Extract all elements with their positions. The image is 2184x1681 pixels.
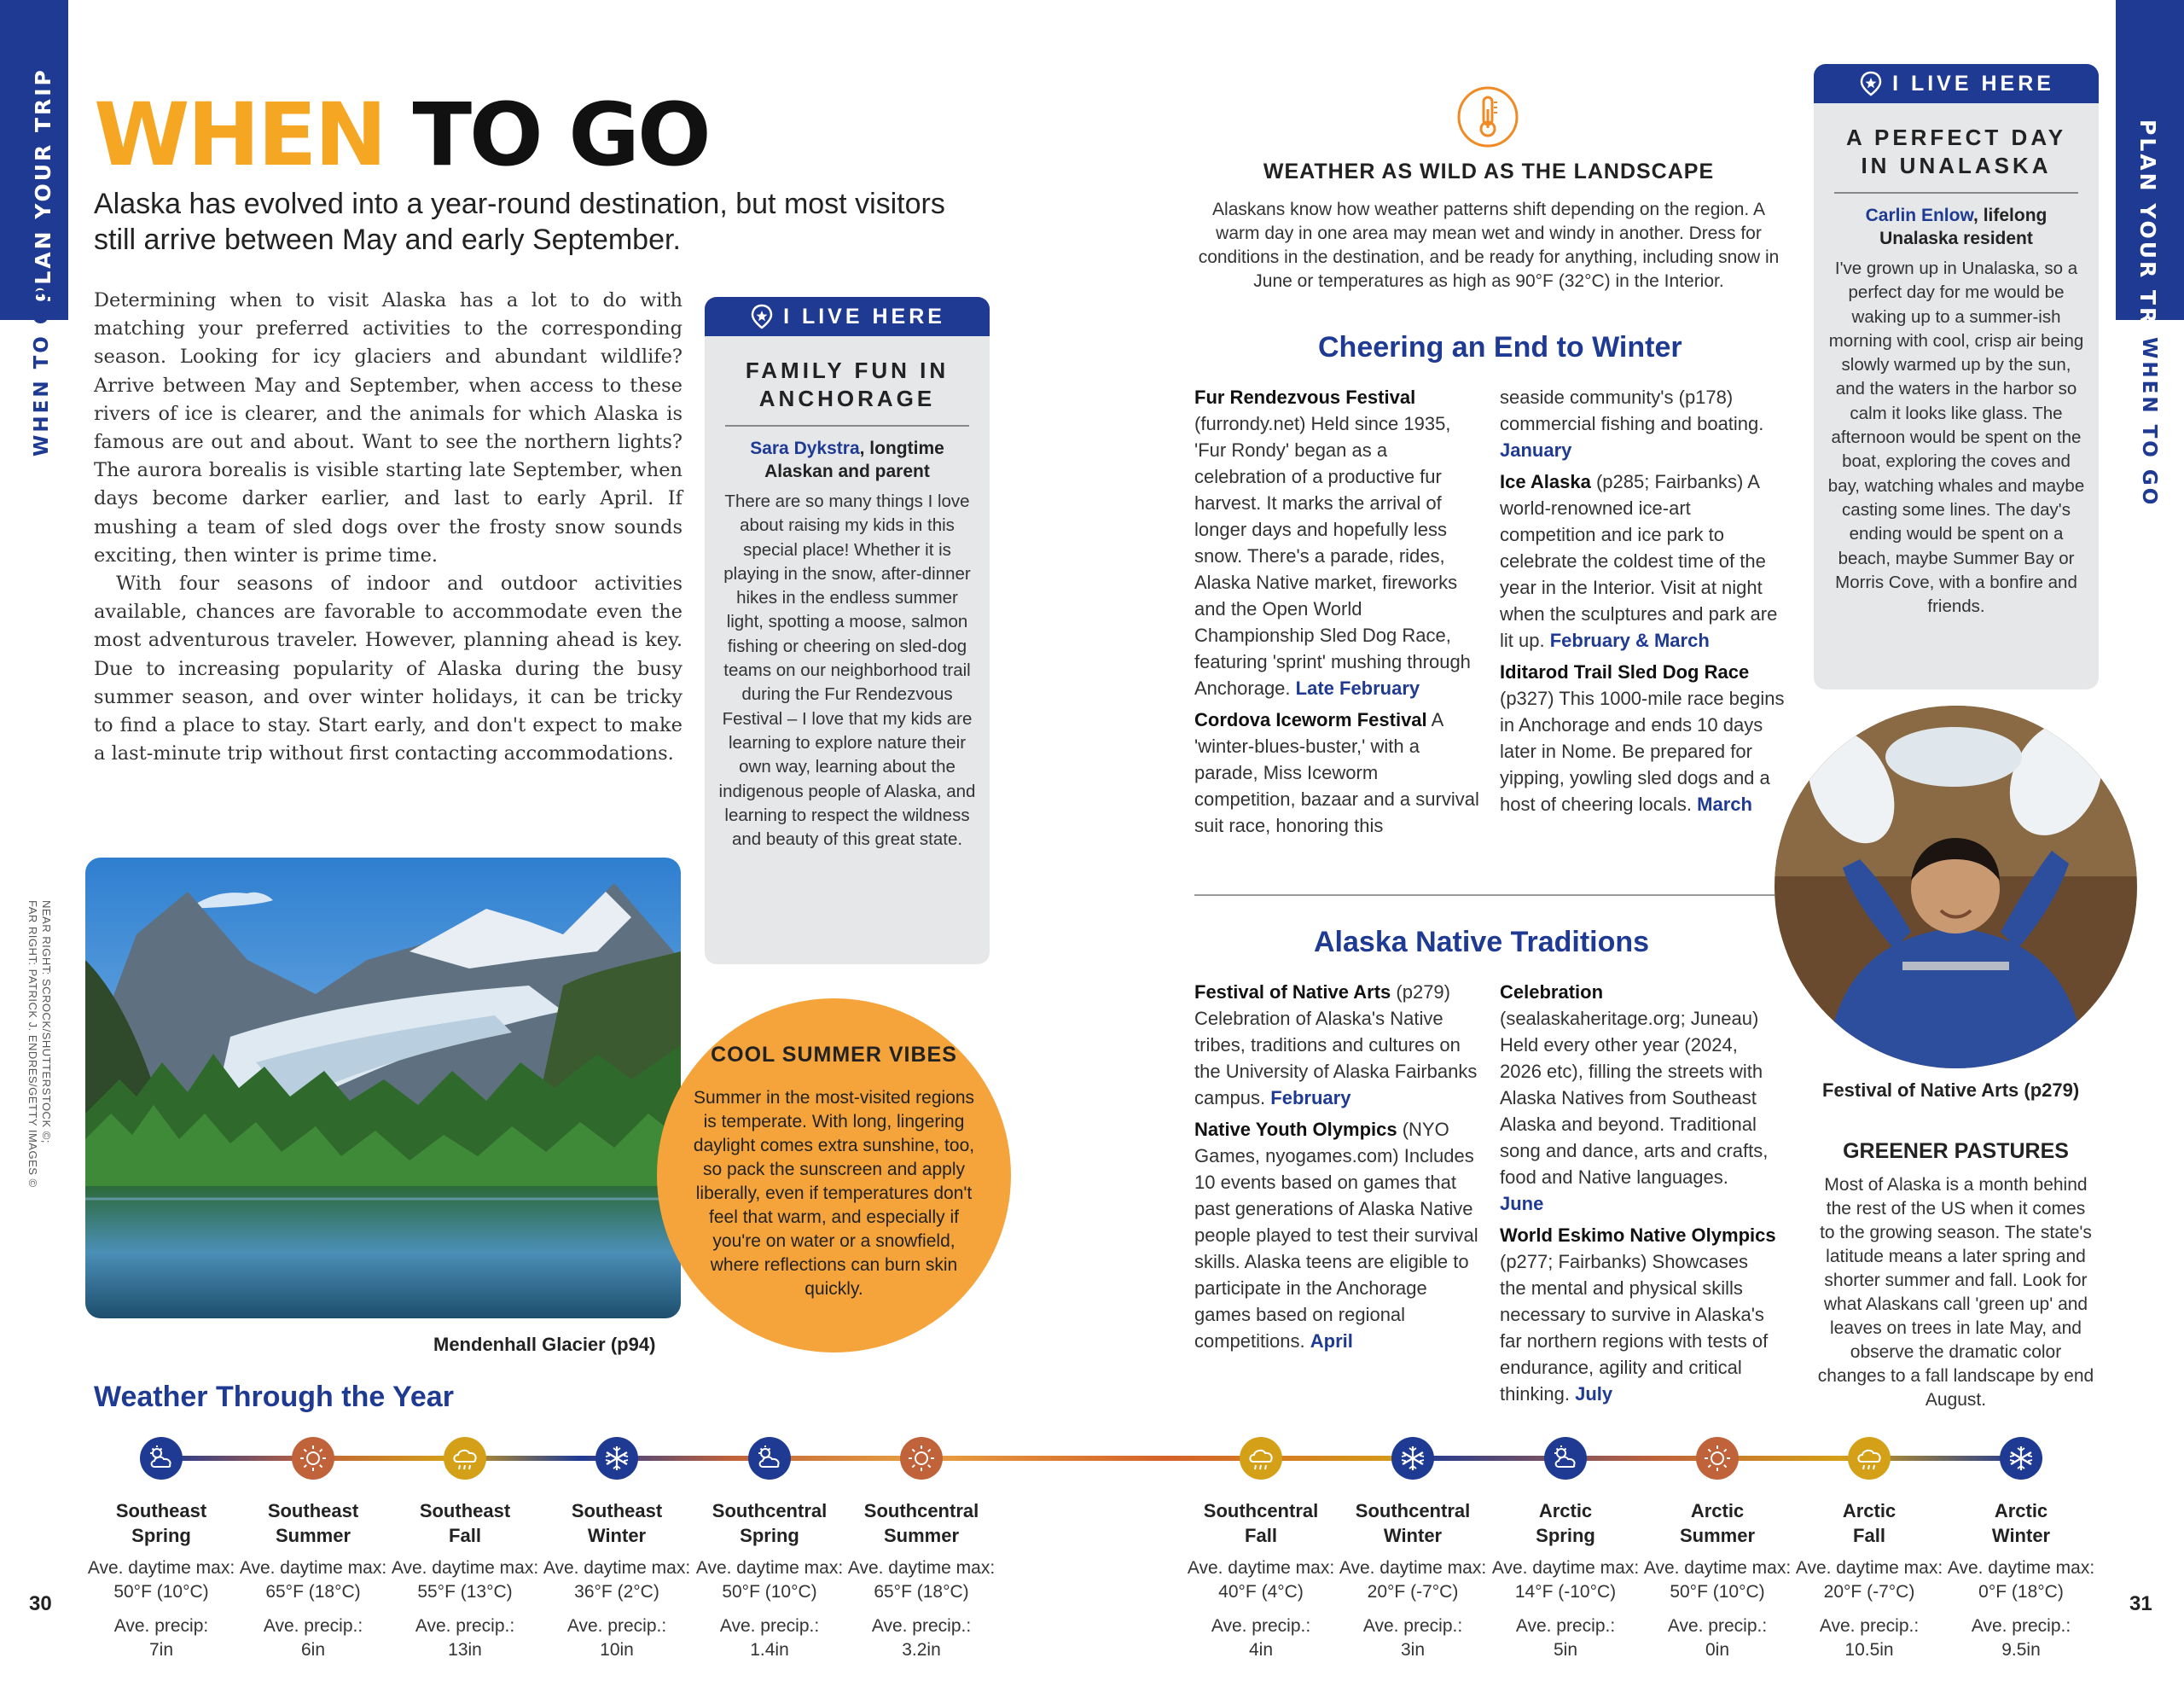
season-temperature: Ave. daytime max: 50°F (10°C)	[1643, 1558, 1792, 1602]
native-arts-caption: Festival of Native Arts (p279)	[1822, 1079, 2080, 1101]
season-item	[1641, 1437, 1794, 1662]
season-item	[693, 1437, 846, 1662]
event-item: Iditarod Trail Sled Dog Race (p327) This 1000-mile race begins in Anchorage and ends 10 days later in Nome. Be prepared for yipping, yowling sled dogs and a host of cheering locals. March	[1500, 661, 1785, 815]
sun-icon	[900, 1437, 943, 1480]
event-item: Festival of Native Arts (p279) Celebration of Alaska's Native tribes, traditions and cultures on the University of Alaska Fairbanks campus. February	[1194, 981, 1478, 1108]
live-here-box-anchorage	[705, 297, 990, 964]
season-name: Southcentral Summer	[863, 1500, 979, 1546]
chapter-label: WHEN TO GO	[2138, 337, 2160, 508]
intro-text	[94, 287, 682, 768]
season-name: Arctic Summer	[1679, 1500, 1756, 1546]
live-here-title: FAMILY FUN IN ANCHORAGE	[725, 336, 969, 427]
snowflake-icon	[2000, 1437, 2042, 1480]
season-precipitation: Ave. precip.: 0in	[1667, 1616, 1768, 1660]
season-precipitation: Ave. precip.: 9.5in	[1971, 1616, 2071, 1660]
season-name: Southcentral Fall	[1203, 1500, 1319, 1546]
native-column-1	[1194, 979, 1480, 1359]
season-item	[84, 1437, 238, 1662]
live-here-title: A PERFECT DAY IN UNALASKA	[1834, 103, 2078, 194]
section-label: PLAN YOUR TRIP	[31, 67, 55, 303]
season-item	[1792, 1437, 1946, 1662]
snowflake-icon	[595, 1437, 638, 1480]
rain-cloud-icon	[444, 1437, 486, 1480]
rain-cloud-icon	[1240, 1437, 1282, 1480]
callout-body: Summer in the most-visited regions is temperate. With long, lingering daylight comes extra sunshine, too, so pack the sunscreen and apply liberally, even if temperatures don't feel that warm, and especially if you're on water or a snowfield, where reflections can burn skin quickly.	[693, 1088, 975, 1299]
season-temperature: Ave. daytime max: 50°F (10°C)	[695, 1558, 844, 1602]
location-pin-icon	[749, 304, 775, 329]
weather-year-title: Weather Through the Year	[94, 1381, 454, 1413]
sun-icon	[292, 1437, 334, 1480]
live-here-person: Sara Dykstra, longtime Alaskan and parent	[750, 439, 944, 481]
season-item	[388, 1437, 542, 1662]
season-precipitation: Ave. precip.: 5in	[1515, 1616, 1616, 1660]
season-temperature: Ave. daytime max: 36°F (2°C)	[543, 1558, 691, 1602]
live-here-badge: I LIVE HERE	[1814, 64, 2099, 103]
sun-icon	[1696, 1437, 1739, 1480]
season-item	[1184, 1437, 1338, 1662]
season-temperature: Ave. daytime max: 14°F (-10°C)	[1491, 1558, 1640, 1602]
callout-title: COOL SUMMER VIBES	[711, 1043, 957, 1067]
page-subtitle: Alaska has evolved into a year-round destination, but most visitors still arrive between May and early September.	[94, 188, 945, 256]
cheering-section-title: Cheering an End to Winter	[1318, 331, 1682, 364]
section-label: PLAN YOUR TRIP	[2135, 119, 2160, 355]
partly-cloudy-icon	[1544, 1437, 1587, 1480]
season-temperature: Ave. daytime max: 65°F (18°C)	[847, 1558, 996, 1602]
season-item	[845, 1437, 998, 1662]
intro-paragraph: With four seasons of indoor and outdoor activities available, chances are favorable to accommodate even the most adventurous traveler. However, planning ahead is key. Due to increasing popularity of Alaska during the busy summer season, and over winter holidays, it can be tricky to find a place to stay. Start early, and don't expect to make a last-minute trip without first contacting accommodations.	[94, 573, 682, 765]
season-temperature: Ave. daytime max: 55°F (13°C)	[391, 1558, 539, 1602]
live-here-quote: I've grown up in Unalaska, so a perfect day for me would be waking up to a summer-ish morning with cool, crisp air being slowly warmed up by the sun, and the waters in the harbor so calm it looks like glass. The afternoon would be spent on the boat, exploring the coves and bay, watching whales and maybe casting some lines. The day's ending would be spent on a beach, maybe Summer Bay or Morris Cove, with a bonfire and friends.	[1827, 259, 2085, 617]
native-arts-photo	[1774, 706, 2137, 1068]
weather-box-title: WEATHER AS WILD AS THE LANDSCAPE	[1263, 160, 1715, 183]
season-precipitation: Ave. precip.: 3in	[1362, 1616, 1463, 1660]
live-here-box-unalaska	[1814, 64, 2099, 689]
season-item	[1944, 1437, 2098, 1662]
thermometer-icon	[1456, 85, 1519, 148]
greener-body: Most of Alaska is a month behind the rest of the US when it comes to the growing season. The state's latitude means a later spring and shorter summer and fall. Look for what Alaskans call 'green up' and leaves on trees in late May, and observe the dramatic color changes to a fall landscape by end August.	[1817, 1175, 2094, 1410]
cool-summer-callout	[657, 998, 1011, 1352]
glacier-photo	[85, 858, 681, 1318]
cheering-column-1	[1194, 384, 1480, 844]
greener-title: GREENER PASTURES	[1843, 1139, 2069, 1163]
event-item: Celebration (sealaskaheritage.org; Juneau) Held every other year (2024, 2026 etc), filling the streets with Alaska Natives from Southeast Alaska and beyond. Traditional song and dance, arts and crafts, food and Native languages. June	[1500, 981, 1769, 1214]
season-precipitation: Ave. precip.: 13in	[415, 1616, 515, 1660]
season-precipitation: Ave. precip.: 10.5in	[1819, 1616, 1920, 1660]
title-rest: TO GO	[412, 84, 709, 186]
season-item	[540, 1437, 694, 1662]
season-name: Southcentral Spring	[712, 1500, 828, 1546]
event-item: Fur Rendezvous Festival (furrondy.net) Held since 1935, 'Fur Rondy' began as a celebration of a productive fur harvest. It marks the arrival of longer days and hopefully less snow. There's a parade, rides, Alaska Native market, fireworks and the Open World Championship Sled Dog Race, featuring 'sprint' mushing through Anchorage. Late February	[1194, 387, 1471, 699]
partly-cloudy-icon	[140, 1437, 183, 1480]
event-item: Cordova Iceworm Festival A 'winter-blues-buster,' with a parade, Miss Iceworm competition, bazaar and a survival suit race, honoring this	[1194, 709, 1479, 836]
season-item	[1336, 1437, 1490, 1662]
partly-cloudy-icon	[748, 1437, 791, 1480]
native-column-2	[1500, 979, 1777, 1412]
season-precipitation: Ave. precip.: 10in	[566, 1616, 667, 1660]
season-temperature: Ave. daytime max: 20°F (-7°C)	[1339, 1558, 1487, 1602]
season-name: Southcentral Winter	[1355, 1500, 1471, 1546]
season-temperature: Ave. daytime max: 20°F (-7°C)	[1795, 1558, 1943, 1602]
season-precipitation: Ave. precip: 7in	[113, 1616, 209, 1660]
rain-cloud-icon	[1848, 1437, 1891, 1480]
glacier-caption: Mendenhall Glacier (p94)	[433, 1334, 656, 1355]
page-number-right: 31	[2129, 1592, 2152, 1615]
section-divider	[1194, 894, 1774, 896]
season-name: Southeast Winter	[571, 1500, 663, 1546]
event-item: seaside community's (p178) commercial fishing and boating. January	[1500, 387, 1764, 461]
native-section-title: Alaska Native Traditions	[1314, 926, 1650, 958]
event-item: Native Youth Olympics (NYO Games, nyogames.com) Includes 10 events based on games that past generations of Alaska Native people played to test their survival skills. Alaska teens are eligible to participate in the Anchorage games based on regional competitions. April	[1194, 1119, 1478, 1352]
season-name: Southeast Fall	[419, 1500, 511, 1546]
title-highlight: WHEN	[94, 84, 385, 186]
left-side-strip	[0, 0, 68, 1681]
snowflake-icon	[1391, 1437, 1434, 1480]
season-name: Southeast Summer	[267, 1500, 359, 1546]
season-precipitation: Ave. precip.: 3.2in	[871, 1616, 972, 1660]
season-temperature: Ave. daytime max: 50°F (10°C)	[87, 1558, 235, 1602]
season-temperature: Ave. daytime max: 40°F (4°C)	[1187, 1558, 1335, 1602]
live-here-badge: I LIVE HERE	[705, 297, 990, 336]
weather-box-body: Alaskans know how weather patterns shift depending on the region. A warm day in one area may mean wet and windy in another. Dress for conditions in the destination, and be ready for anything, including snow in June or temperatures as high as 90°F (32°C) in the Interior.	[1198, 200, 1780, 291]
event-item: World Eskimo Native Olympics (p277; Fairbanks) Showcases the mental and physical skills necessary to survive in Alaska's far northern regions with tests of endurance, agility and critical thinking. July	[1500, 1224, 1776, 1405]
event-item: Ice Alaska (p285; Fairbanks) A world-renowned ice-art competition and ice park to celebrate the coldest time of the year in the Interior. Visit at night when the sculptures and park are lit up. February & March	[1500, 471, 1778, 651]
live-here-quote: There are so many things I love about raising my kids in this special place! Whether it is playing in the snow, after-dinner hikes in the endless summer light, spotting a moose, salmon fishing or cheering on sled-dog teams on our neighborhood trail during the Fur Rendezvous Festival – I love that my kids are learning to explore nature their own way, learning about the indigenous people of Alaska, and learning to respect the wildness and beauty of this great state.	[718, 492, 976, 850]
season-precipitation: Ave. precip.: 1.4in	[719, 1616, 820, 1660]
season-name: Southeast Spring	[115, 1500, 207, 1546]
season-temperature: Ave. daytime max: 65°F (18°C)	[239, 1558, 387, 1602]
page-title	[94, 84, 709, 186]
intro-paragraph: Determining when to visit Alaska has a lot to do with matching your preferred activities to the corresponding season. Looking for icy glaciers and abundant wildlife? Arrive between May and September, when access to these rivers of ice is clearer, and the animals for which Alaska is famous are out and about. Want to see the northern lights? The aurora borealis is visible starting late September, when days become darker earlier, and last to early April. If mushing a team of sled dogs over the frosty snow sounds exciting, then winter is prime time.	[94, 289, 682, 567]
season-item	[1489, 1437, 1642, 1662]
season-name: Arctic Fall	[1842, 1500, 1896, 1546]
chapter-label: WHEN TO GO	[31, 286, 53, 457]
season-name: Arctic Spring	[1536, 1500, 1595, 1546]
season-name: Arctic Winter	[1991, 1500, 2051, 1546]
season-precipitation: Ave. precip.: 6in	[263, 1616, 363, 1660]
location-pin-icon	[1858, 71, 1884, 96]
season-precipitation: Ave. precip.: 4in	[1211, 1616, 1311, 1660]
page-number-left: 30	[29, 1592, 52, 1615]
season-temperature: Ave. daytime max: 0°F (18°C)	[1947, 1558, 2095, 1602]
live-here-person: Carlin Enlow, lifelong Unalaska resident	[1865, 206, 2048, 248]
photo-credit: NEAR RIGHT: SCROCK/SHUTTERSTOCK ©; FAR RIGHT: PATRICK J. ENDRES/GETTY IMAGES ©	[26, 900, 53, 1188]
season-item	[236, 1437, 390, 1662]
cheering-column-2	[1500, 384, 1790, 823]
